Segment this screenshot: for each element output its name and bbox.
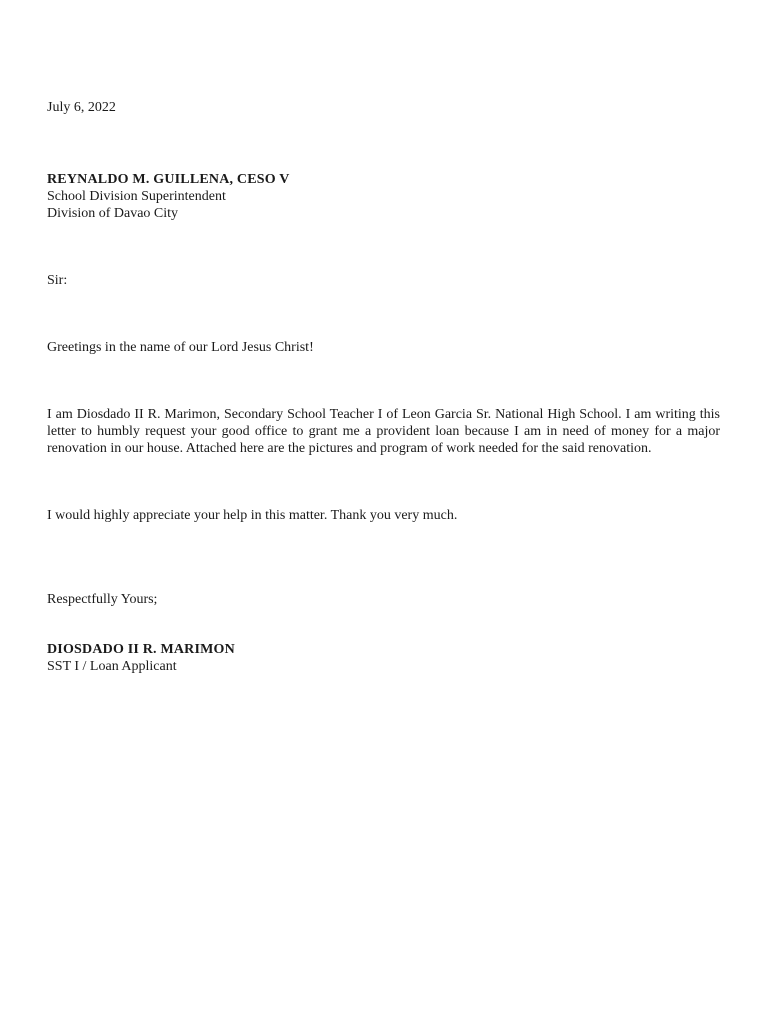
sender-title: SST I / Loan Applicant [47, 659, 177, 674]
recipient-name: REYNALDO M. GUILLENA, CESO V [47, 172, 290, 187]
body-paragraph-2: I would highly appreciate your help in this matter. Thank you very much. [47, 508, 458, 523]
recipient-position: School Division Superintendent [47, 189, 226, 204]
salutation: Sir: [47, 273, 68, 288]
recipient-office: Division of Davao City [47, 206, 179, 221]
body-paragraph-1: I am Diosdado II R. Marimon, Secondary School Teacher I of Leon Garcia Sr. National High School. I am writing this letter to humbly request your good office to grant me a provident loan because I am in need of money for a major renovation in our house. Attached here are the pictures and program of work needed for the said renovation. [47, 407, 720, 456]
sender-name: DIOSDADO II R. MARIMON [47, 642, 235, 657]
greeting-line: Greetings in the name of our Lord Jesus Christ! [47, 340, 314, 355]
closing-line: Respectfully Yours; [47, 592, 158, 607]
letter-date: July 6, 2022 [47, 100, 116, 115]
